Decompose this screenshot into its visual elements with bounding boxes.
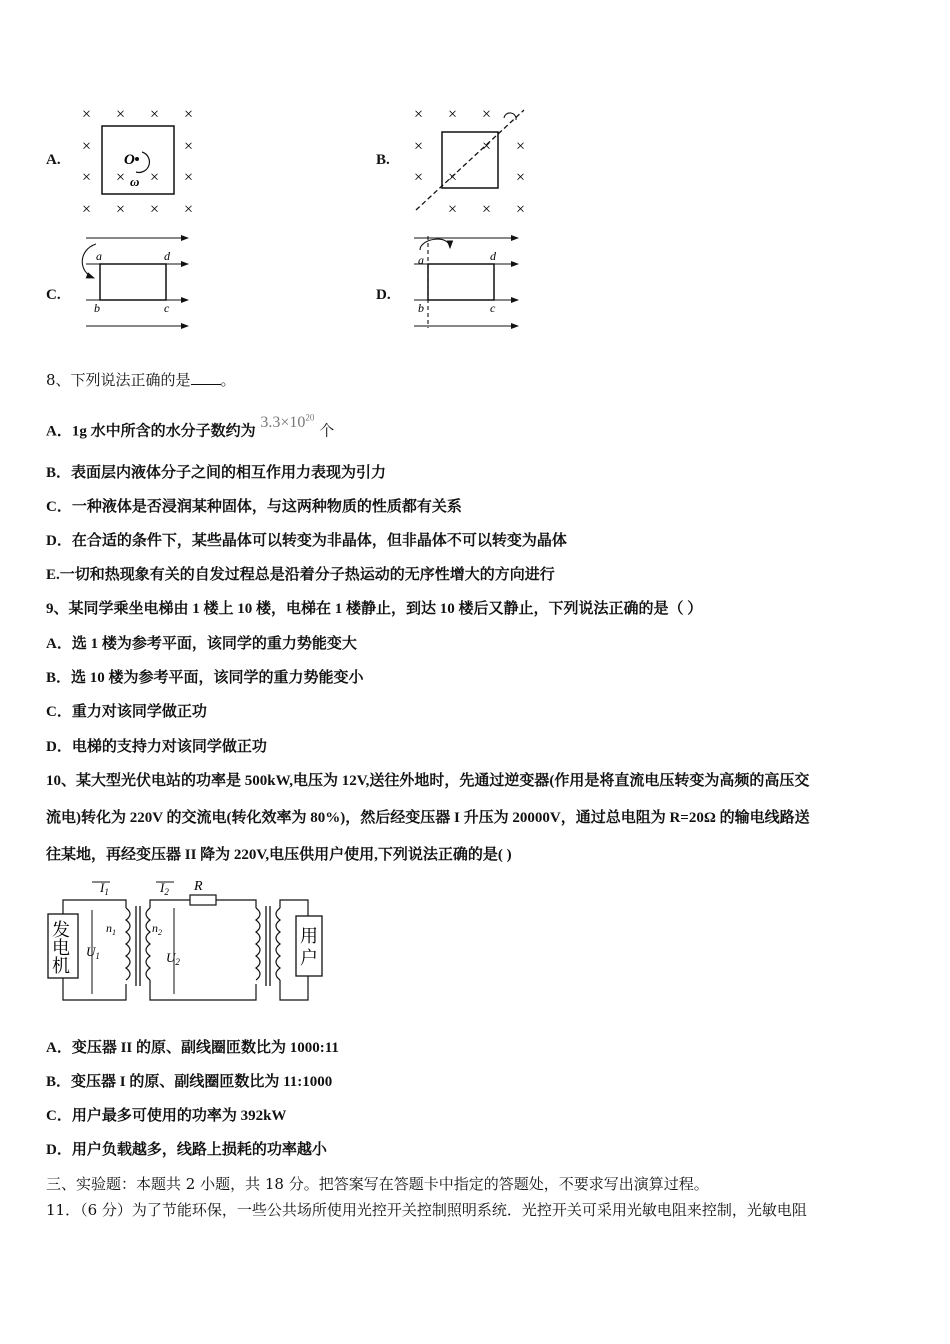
math-base: 3.3×10 <box>260 414 306 432</box>
q10-stem-line3: 往某地，再经变压器 II 降为 220V,电压供用户使用,下列说法正确的是( ) <box>46 847 512 863</box>
field-cross: × <box>482 201 492 218</box>
generator-label-2: 电 <box>52 938 70 958</box>
field-cross: × <box>82 169 92 186</box>
generator-label-1: 发 <box>52 920 70 940</box>
voltage-u2: $U_2$ <box>166 950 180 967</box>
q9-option-d: D．电梯的支持力对该同学做正功 <box>46 739 267 755</box>
q8-option-a <box>46 413 335 441</box>
transformer-1-primary-coil <box>126 908 130 980</box>
q8-stem-end: 。 <box>220 371 236 389</box>
corner-b: b <box>94 301 100 315</box>
field-cross: × <box>184 201 194 218</box>
cross-grid-a <box>82 106 193 218</box>
primary-wire-bottom <box>63 978 126 1000</box>
field-cross: × <box>150 169 160 186</box>
q10-stem-line2: 流电)转化为 220V 的交流电(转化效率为 80%)，然后经变压器 I 升压为 20000V，通过总电阻为 R=20Ω 的输电线路送 <box>46 810 810 826</box>
user-label-1: 用 <box>300 926 318 946</box>
axis-point <box>135 157 139 161</box>
transmission-circuit-diagram <box>44 876 334 1016</box>
field-cross: × <box>448 106 458 123</box>
figure-b-label: B. <box>376 152 390 168</box>
corner-d: d <box>490 249 496 263</box>
corner-a: a <box>418 253 424 267</box>
field-cross: × <box>184 138 194 155</box>
field-cross: × <box>414 169 424 186</box>
user-wire-top <box>280 900 308 916</box>
field-cross: × <box>516 138 526 155</box>
figure-d-field-lines <box>406 232 526 332</box>
q8-option-d: D．在合适的条件下，某些晶体可以转变为非晶体，但非晶体不可以转变为晶体 <box>46 533 567 549</box>
q9-option-c: C．重力对该同学做正功 <box>46 704 207 720</box>
q8-stem-text: 8、下列说法正确的是 <box>46 371 191 389</box>
transformer-1-secondary-coil <box>146 908 150 980</box>
q9-stem: 9、某同学乘坐电梯由 1 楼上 10 楼，电梯在 1 楼静止，到达 10 楼后又静止，下列说法正确的是（ ） <box>46 601 703 617</box>
field-cross: × <box>184 106 194 123</box>
answer-blank <box>191 370 221 385</box>
figure-b-magnetic-field <box>404 100 534 220</box>
rotation-arrow <box>504 113 516 120</box>
line-wire-bottom <box>150 980 256 1000</box>
generator-label-3: 机 <box>52 956 70 976</box>
field-cross: × <box>482 138 492 155</box>
q10-option-a: A．变压器 II 的原、副线圈匝数比为 1000:11 <box>46 1040 339 1056</box>
section-3-heading: 三、实验题：本题共 2 小题，共 18 分。把答案写在答题卡中指定的答题处，不要求写出演算过程。 <box>46 1175 709 1193</box>
corner-c: c <box>164 301 170 315</box>
cross-grid-b <box>414 106 525 218</box>
figure-a-magnetic-field <box>74 100 204 220</box>
current-i1: $I_1$ <box>100 880 109 897</box>
rotation-arrow <box>420 239 450 250</box>
line-resistor <box>190 895 216 905</box>
field-cross: × <box>516 201 526 218</box>
field-cross: × <box>82 138 92 155</box>
q10-stem-line1: 10、某大型光伏电站的功率是 500kW,电压为 12V,送往外地时，先通过逆变器(作用是将直流电压转变为高频的高压交 <box>46 773 810 789</box>
q10-option-d: D．用户负载越多，线路上损耗的功率越小 <box>46 1142 327 1158</box>
q11-stem: 11．（6 分）为了节能环保，一些公共场所使用光控开关控制照明系统．光控开关可采用光敏电阻来控制，光敏电阻 <box>46 1201 807 1219</box>
q10-option-c: C．用户最多可使用的功率为 392kW <box>46 1108 287 1124</box>
turns-n1: $n_1$ <box>106 921 116 937</box>
transformer-2-secondary-coil <box>276 908 280 980</box>
q8-option-b: B．表面层内液体分子之间的相互作用力表现为引力 <box>46 465 387 481</box>
figure-a-label: A. <box>46 152 61 168</box>
omega-label: ω <box>130 174 140 189</box>
field-cross: × <box>414 138 424 155</box>
corner-d: d <box>164 249 170 263</box>
field-cross: × <box>82 201 92 218</box>
field-cross: × <box>82 106 92 123</box>
rotation-axis <box>416 110 524 210</box>
field-cross: × <box>448 169 458 186</box>
q8-stem <box>46 370 236 390</box>
figure-c-field-lines <box>76 232 196 332</box>
line-wire-top-left <box>150 900 190 908</box>
figure-c-label: C. <box>46 287 61 303</box>
field-cross: × <box>116 106 126 123</box>
q9-option-a: A．选 1 楼为参考平面，该同学的重力势能变大 <box>46 636 357 652</box>
turns-n2: $n_2$ <box>152 921 162 937</box>
field-cross: × <box>516 169 526 186</box>
field-cross: × <box>184 169 194 186</box>
line-wire-top-right <box>216 900 256 908</box>
axis-o-label: O <box>124 152 135 168</box>
corner-b: b <box>418 301 424 315</box>
q9-option-b: B．选 10 楼为参考平面，该同学的重力势能变小 <box>46 670 364 686</box>
field-cross: × <box>448 201 458 218</box>
field-cross: × <box>414 106 424 123</box>
field-cross: × <box>116 201 126 218</box>
coil-rect <box>100 264 166 300</box>
q8-option-a-text: A．1g 水中所含的水分子数约为 <box>46 423 256 440</box>
figure-d-label: D. <box>376 287 391 303</box>
q10-option-b: B．变压器 I 的原、副线圈匝数比为 11:1000 <box>46 1074 333 1090</box>
current-i2: $I_2$ <box>160 880 169 897</box>
math-exponent: 20 <box>305 413 315 423</box>
q8-option-e: E.一切和热现象有关的自发过程总是沿着分子热运动的无序性增大的方向进行 <box>46 567 555 583</box>
field-cross: × <box>150 106 160 123</box>
voltage-u1: $U_1$ <box>86 944 100 961</box>
q8-option-a-unit: 个 <box>319 421 335 440</box>
resistor-r: R <box>194 879 203 894</box>
q8-option-a-math <box>260 414 314 431</box>
rotation-arrow <box>82 244 96 278</box>
q8-option-c: C．一种液体是否浸润某种固体，与这两种物质的性质都有关系 <box>46 499 462 515</box>
rotation-arrow <box>136 152 149 172</box>
transformer-2-primary-coil <box>256 908 260 980</box>
field-cross: × <box>116 169 126 186</box>
user-label-2: 户 <box>300 948 318 968</box>
primary-wire-top <box>63 900 126 914</box>
field-cross: × <box>150 201 160 218</box>
coil-rect <box>428 264 494 300</box>
field-cross: × <box>482 106 492 123</box>
corner-a: a <box>96 249 102 263</box>
user-wire-bottom <box>280 976 308 1000</box>
corner-c: c <box>490 301 496 315</box>
